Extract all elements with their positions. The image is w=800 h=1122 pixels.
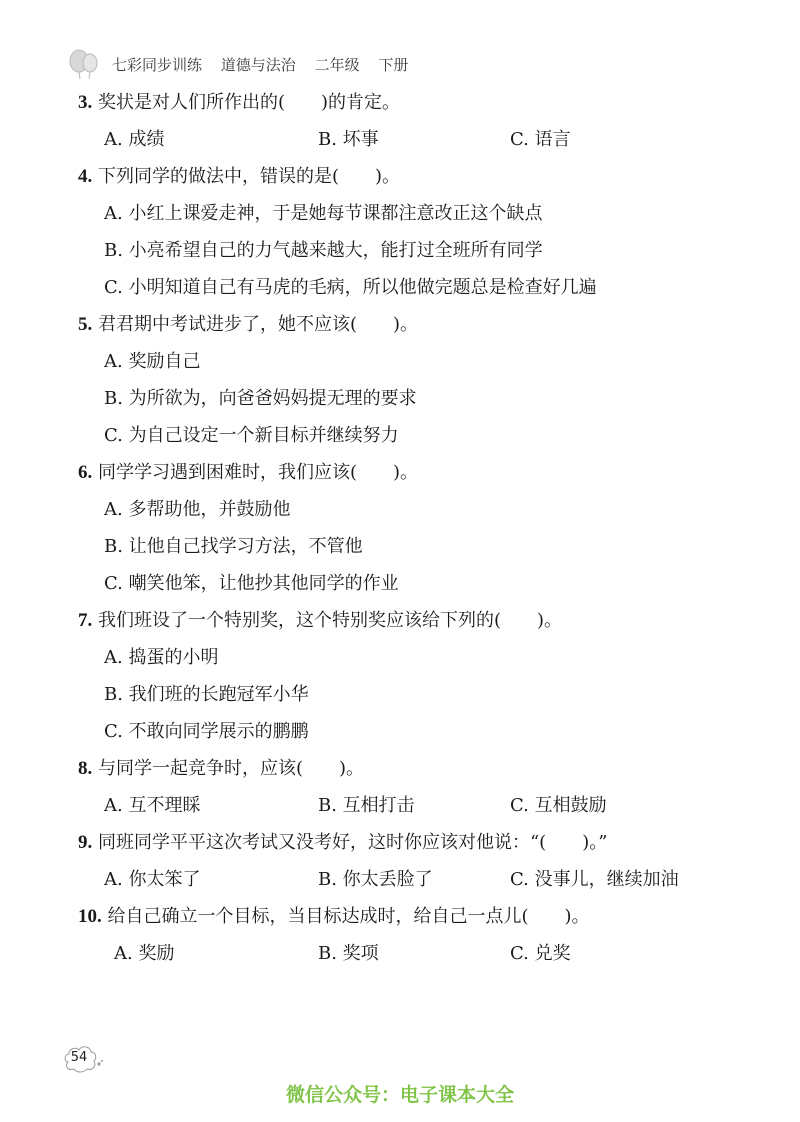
option-a[interactable]: A. 互不理睬 [104, 795, 201, 816]
option-a[interactable]: A. 成绩 [104, 129, 165, 150]
question-stem [78, 602, 738, 639]
question-stem [78, 306, 738, 343]
option-c[interactable]: C. 兑奖 [510, 943, 571, 964]
question-text: 同学学习遇到困难时，我们应该( )。 [97, 462, 419, 483]
option-c[interactable]: C. 不敢向同学展示的鹏鹏 [104, 721, 309, 742]
option-c[interactable]: C. 语言 [510, 129, 571, 150]
balloon-logo-icon [66, 48, 102, 80]
option-c[interactable]: C. 互相鼓励 [510, 795, 607, 816]
question-text: 同班同学平平这次考试又没考好，这时你应该对他说：“( )。” [97, 832, 608, 853]
option-row [78, 787, 738, 824]
question-10 [78, 898, 738, 972]
question-stem [78, 84, 738, 121]
option-a[interactable]: A. 奖励 [114, 943, 175, 964]
question-8 [78, 750, 738, 824]
question-stem [78, 824, 738, 861]
page-header [66, 48, 486, 80]
question-text: 我们班设了一个特别奖，这个特别奖应该给下列的( )。 [97, 610, 563, 631]
option-a[interactable]: A. 奖励自己 [104, 351, 201, 372]
question-text: 给自己确立一个目标，当目标达成时，给自己一点儿( )。 [107, 906, 590, 927]
question-number: 4. [78, 166, 93, 187]
question-number: 9. [78, 832, 93, 853]
page-number-badge [62, 1044, 104, 1074]
option-a[interactable]: A. 多帮助他，并鼓励他 [104, 499, 291, 520]
option-b[interactable]: B. 我们班的长跑冠军小华 [104, 684, 309, 705]
question-number: 6. [78, 462, 93, 483]
option-b[interactable]: B. 为所欲为，向爸爸妈妈提无理的要求 [104, 388, 417, 409]
question-number: 3. [78, 92, 93, 113]
footer-watermark: 微信公众号：电子课本大全 [285, 1084, 514, 1106]
question-list [78, 84, 738, 972]
header-grade: 二年级 [314, 56, 360, 74]
question-9 [78, 824, 738, 898]
option-b[interactable]: B. 坏事 [318, 129, 379, 150]
option-row [78, 861, 738, 898]
question-stem [78, 750, 738, 787]
header-subject: 道德与法治 [220, 56, 296, 74]
question-text: 君君期中考试进步了，她不应该( )。 [97, 314, 419, 335]
option-b[interactable]: B. 让他自己找学习方法，不管他 [104, 536, 363, 557]
option-a[interactable]: A. 小红上课爱走神，于是她每节课都注意改正这个缺点 [104, 203, 543, 224]
question-7 [78, 602, 738, 750]
question-3 [78, 84, 738, 158]
option-c[interactable]: C. 嘲笑他笨，让他抄其他同学的作业 [104, 573, 399, 594]
option-b[interactable]: B. 互相打击 [318, 795, 415, 816]
question-stem [78, 158, 738, 195]
option-c[interactable]: C. 小明知道自己有马虎的毛病，所以他做完题总是检查好几遍 [104, 277, 597, 298]
question-number: 10. [78, 906, 102, 927]
question-6 [78, 454, 738, 602]
question-5 [78, 306, 738, 454]
option-b[interactable]: B. 你太丢脸了 [318, 869, 433, 890]
option-c[interactable]: C. 为自己设定一个新目标并继续努力 [104, 425, 399, 446]
question-text: 下列同学的做法中，错误的是( )。 [97, 166, 401, 187]
question-stem [78, 454, 738, 491]
question-text: 与同学一起竞争时，应该( )。 [97, 758, 365, 779]
question-text: 奖状是对人们所作出的( )的肯定。 [97, 92, 401, 113]
question-number: 7. [78, 610, 93, 631]
option-row [78, 935, 738, 972]
header-volume: 下册 [378, 56, 409, 74]
option-b[interactable]: B. 小亮希望自己的力气越来越大，能打过全班所有同学 [104, 240, 543, 261]
option-a[interactable]: A. 你太笨了 [104, 869, 201, 890]
question-4 [78, 158, 738, 306]
option-c[interactable]: C. 没事儿，继续加油 [510, 869, 679, 890]
option-b[interactable]: B. 奖项 [318, 943, 379, 964]
option-row [78, 121, 738, 158]
question-stem [78, 898, 738, 935]
page-number: 54 [70, 1050, 88, 1065]
question-number: 8. [78, 758, 93, 779]
question-number: 5. [78, 314, 93, 335]
option-a[interactable]: A. 捣蛋的小明 [104, 647, 219, 668]
header-series: 七彩同步训练 [112, 56, 203, 74]
header-text [112, 54, 422, 75]
